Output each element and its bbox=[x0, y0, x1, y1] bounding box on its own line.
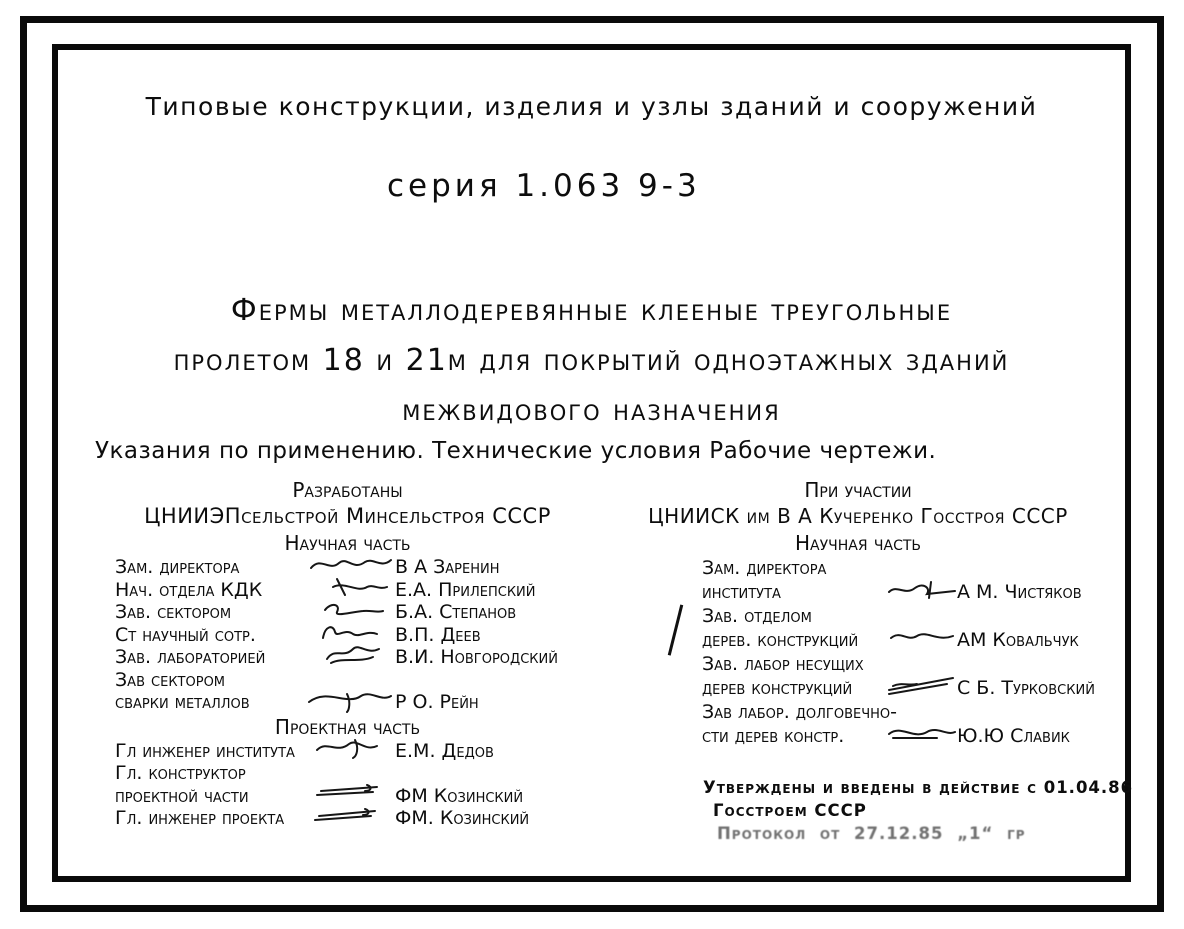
signatory-position-line1: Гл. конструктор bbox=[115, 762, 246, 784]
participants-heading: При участии bbox=[804, 478, 912, 502]
signature-icon bbox=[887, 724, 957, 744]
signatory-row bbox=[115, 807, 580, 830]
title-line-2: пролетом 18 и 21м для покрытий одноэтажных зданий bbox=[173, 343, 1010, 378]
signature-icon bbox=[307, 577, 395, 597]
developers-column bbox=[115, 478, 580, 830]
signatory-name: ФМ. Козинский bbox=[395, 807, 530, 829]
signatory-row bbox=[115, 556, 580, 579]
document-title bbox=[52, 286, 1131, 436]
participants-column bbox=[627, 478, 1095, 748]
signature-icon bbox=[307, 555, 395, 575]
signatory-name: Е.А. Прилепский bbox=[395, 578, 536, 601]
signatory-position-line2: сти дерев констр. bbox=[702, 725, 845, 747]
signature-icon bbox=[887, 676, 957, 696]
signatory-position: Зав. сектором bbox=[115, 601, 232, 623]
signatory-position-line1: Зав. отделом bbox=[702, 605, 812, 627]
signatory-name: Б.А. Степанов bbox=[395, 601, 517, 623]
signatory-row bbox=[115, 785, 580, 808]
signatory-row bbox=[702, 580, 1089, 604]
signatory-position: Гл. инженер проекта bbox=[115, 807, 285, 829]
signature-icon bbox=[307, 622, 395, 642]
signature-icon bbox=[887, 580, 957, 600]
signatory-position: Зав. лабораторией bbox=[115, 646, 266, 668]
document-subtitle: Указания по применению. Технические условия Рабочие чертежи. bbox=[95, 438, 937, 464]
signatory-position-line1: Зав лабор. долговечно- bbox=[702, 701, 898, 723]
signatory-name: Е.М. Дедов bbox=[395, 739, 494, 762]
signatory-position-line2: института bbox=[702, 581, 781, 603]
signatory-position-line1: Зам. директора bbox=[702, 557, 827, 579]
signatory-row bbox=[115, 601, 580, 624]
signatory-position-line2: дерев. конструкций bbox=[702, 629, 859, 651]
signatory-name: В.И. Новгородский bbox=[395, 646, 558, 668]
signatory-position-line1: Зав. лабор несущих bbox=[702, 653, 864, 675]
approval-line-3: Протокол от 27.12.85 „1“ гр bbox=[717, 824, 1026, 843]
signatory-row bbox=[115, 740, 580, 763]
approval-line-1: Утверждены и введены в действие с 01.04.86 bbox=[703, 778, 1134, 797]
signatory-position-line2: проектной части bbox=[115, 784, 249, 807]
signatory-name: Р О. Рейн bbox=[395, 691, 479, 713]
signature-icon bbox=[307, 600, 395, 620]
participants-organization: ЦНИИСК им В А Кучеренко Госстроя СССР bbox=[648, 504, 1068, 528]
science-section-heading: Научная часть bbox=[794, 531, 922, 555]
signatory-position-line1: Зав сектором bbox=[115, 668, 226, 691]
signatory-name: ФМ Козинский bbox=[395, 784, 524, 807]
science-section-heading: Научная часть bbox=[284, 531, 411, 555]
signatory-name: А М. Чистяков bbox=[957, 581, 1082, 603]
signatory-position: Ст научный сотр. bbox=[115, 623, 256, 646]
signatory-position: Нач. отдела КДК bbox=[115, 578, 263, 601]
title-line-1: Фермы металлодеревянные клееные треугольные bbox=[230, 293, 953, 328]
signatory-row bbox=[702, 724, 1089, 748]
signatory-row bbox=[702, 676, 1095, 700]
developers-heading: Разработаны bbox=[292, 478, 403, 502]
series-collection-title: Типовые конструкции, изделия и узлы зданий и сооружений bbox=[145, 92, 1038, 121]
signature-icon bbox=[307, 806, 395, 826]
signatory-row bbox=[115, 646, 580, 669]
approval-line-2: Госстроем СССР bbox=[713, 801, 867, 820]
signatory-position: Гл инженер института bbox=[115, 739, 295, 762]
signature-icon bbox=[887, 628, 957, 648]
project-section-heading: Проектная часть bbox=[274, 714, 421, 739]
signature-icon bbox=[307, 783, 395, 803]
signatory-name: АМ Ковальчук bbox=[957, 629, 1079, 651]
approval-note bbox=[703, 776, 1143, 845]
signature-icon bbox=[307, 645, 395, 665]
signatory-row bbox=[702, 628, 1089, 652]
signatory-row bbox=[115, 624, 580, 647]
signatory-position-line2: дерев конструкций bbox=[702, 677, 853, 699]
series-number: серия 1.063 9-3 bbox=[387, 168, 701, 204]
signatory-name: В А Заренин bbox=[395, 556, 500, 578]
signatory-position: Зам. директора bbox=[115, 556, 240, 578]
title-line-3: межвидового назначения bbox=[402, 393, 781, 428]
signatory-name: Ю.Ю Славик bbox=[957, 725, 1070, 747]
signatory-row bbox=[115, 691, 580, 714]
signatory-position-line2: сварки металлов bbox=[115, 691, 250, 713]
signatory-name: С Б. Турковский bbox=[957, 677, 1095, 699]
developers-organization: ЦНИИЭПсельстрой Минсельстроя СССР bbox=[144, 504, 551, 528]
signatory-name: В.П. Деев bbox=[395, 623, 481, 646]
signatory-row bbox=[115, 579, 580, 602]
signature-icon bbox=[307, 690, 395, 710]
signature-icon bbox=[307, 738, 395, 758]
